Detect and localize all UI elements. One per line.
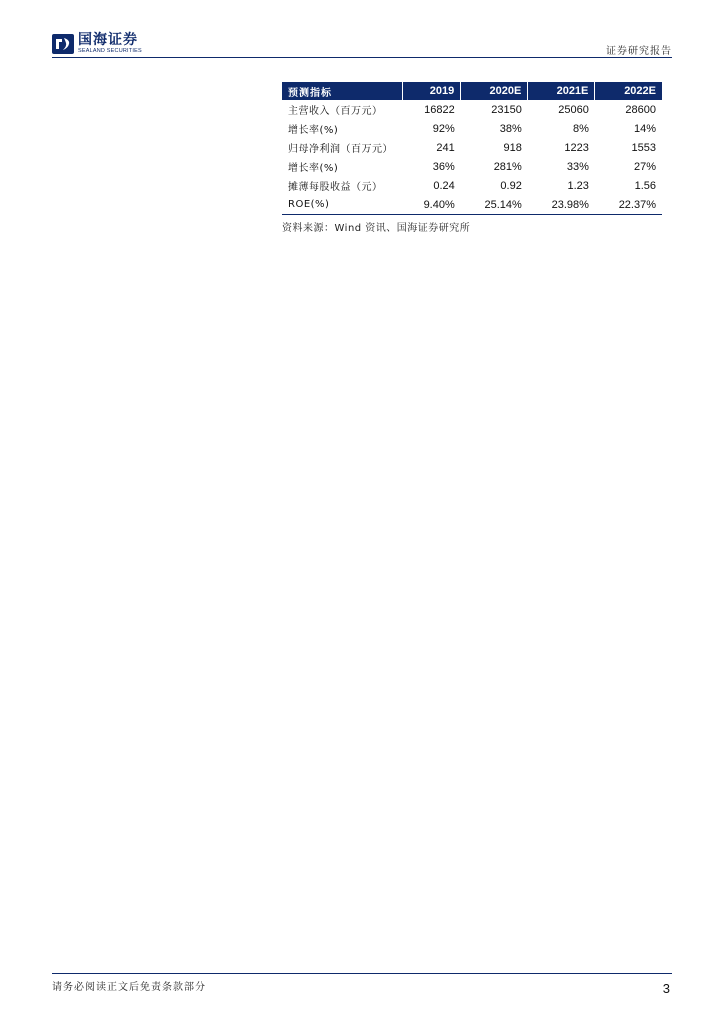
- table-cell: 0.92: [500, 179, 522, 192]
- forecast-table-section: [282, 82, 662, 234]
- table-cell: 36%: [432, 160, 455, 173]
- table-row: [282, 100, 662, 119]
- forecast-table: [282, 82, 662, 215]
- company-logo: [52, 33, 142, 55]
- logo-chinese-name: 国海证券: [78, 32, 138, 48]
- row-label: ROE(%): [282, 195, 402, 215]
- page-number: 3: [662, 981, 670, 996]
- table-cell: 1223: [564, 141, 589, 154]
- column-header: 2022E: [595, 82, 662, 100]
- table-cell: 22.37%: [595, 195, 662, 215]
- row-label: 主营收入（百万元）: [288, 106, 383, 117]
- table-cell: 28600: [625, 103, 656, 116]
- header-divider: [52, 57, 672, 58]
- table-cell: 25.14%: [461, 195, 528, 215]
- table-cell: 16822: [424, 103, 455, 116]
- table-cell: 8%: [572, 122, 589, 135]
- report-type-label: 证券研究报告: [606, 46, 672, 57]
- column-header: 2020E: [461, 82, 528, 100]
- table-cell: 27%: [633, 160, 656, 173]
- table-header-row: [282, 82, 662, 100]
- table-cell: 14%: [633, 122, 656, 135]
- column-header: 2021E: [528, 82, 595, 100]
- table-cell: 92%: [432, 122, 455, 135]
- disclaimer-note: 请务必阅读正文后免责条款部分: [52, 982, 206, 993]
- table-cell: 918: [503, 141, 522, 154]
- table-cell: 241: [436, 141, 455, 154]
- row-label: 摊薄每股收益（元）: [288, 182, 383, 193]
- table-row: [282, 119, 662, 138]
- table-cell: 23150: [491, 103, 522, 116]
- page-header: [0, 0, 724, 60]
- table-row: [282, 138, 662, 157]
- table-cell: 1.23: [567, 179, 589, 192]
- row-label: 增长率(%): [288, 125, 339, 136]
- logo-english-name: SEALAND SECURITIES: [78, 48, 142, 54]
- table-row: [282, 176, 662, 195]
- table-cell: 281%: [493, 160, 522, 173]
- footer-divider: [52, 973, 672, 974]
- table-row: [282, 195, 662, 215]
- table-cell: 1.56: [634, 179, 656, 192]
- table-cell: 0.24: [433, 179, 455, 192]
- table-cell: 38%: [499, 122, 522, 135]
- table-row: [282, 157, 662, 176]
- table-cell: 9.40%: [402, 195, 461, 215]
- column-header: 预测指标: [282, 82, 402, 100]
- table-cell: 23.98%: [528, 195, 595, 215]
- row-label: 归母净利润（百万元）: [288, 144, 393, 155]
- table-cell: 33%: [566, 160, 589, 173]
- table-source-note: 资料来源：Wind 资讯、国海证券研究所: [282, 223, 471, 234]
- table-cell: 1553: [631, 141, 656, 154]
- sealand-logo-icon: [52, 34, 74, 54]
- table-cell: 25060: [558, 103, 589, 116]
- column-header: 2019: [402, 82, 461, 100]
- row-label: 增长率(%): [288, 163, 339, 174]
